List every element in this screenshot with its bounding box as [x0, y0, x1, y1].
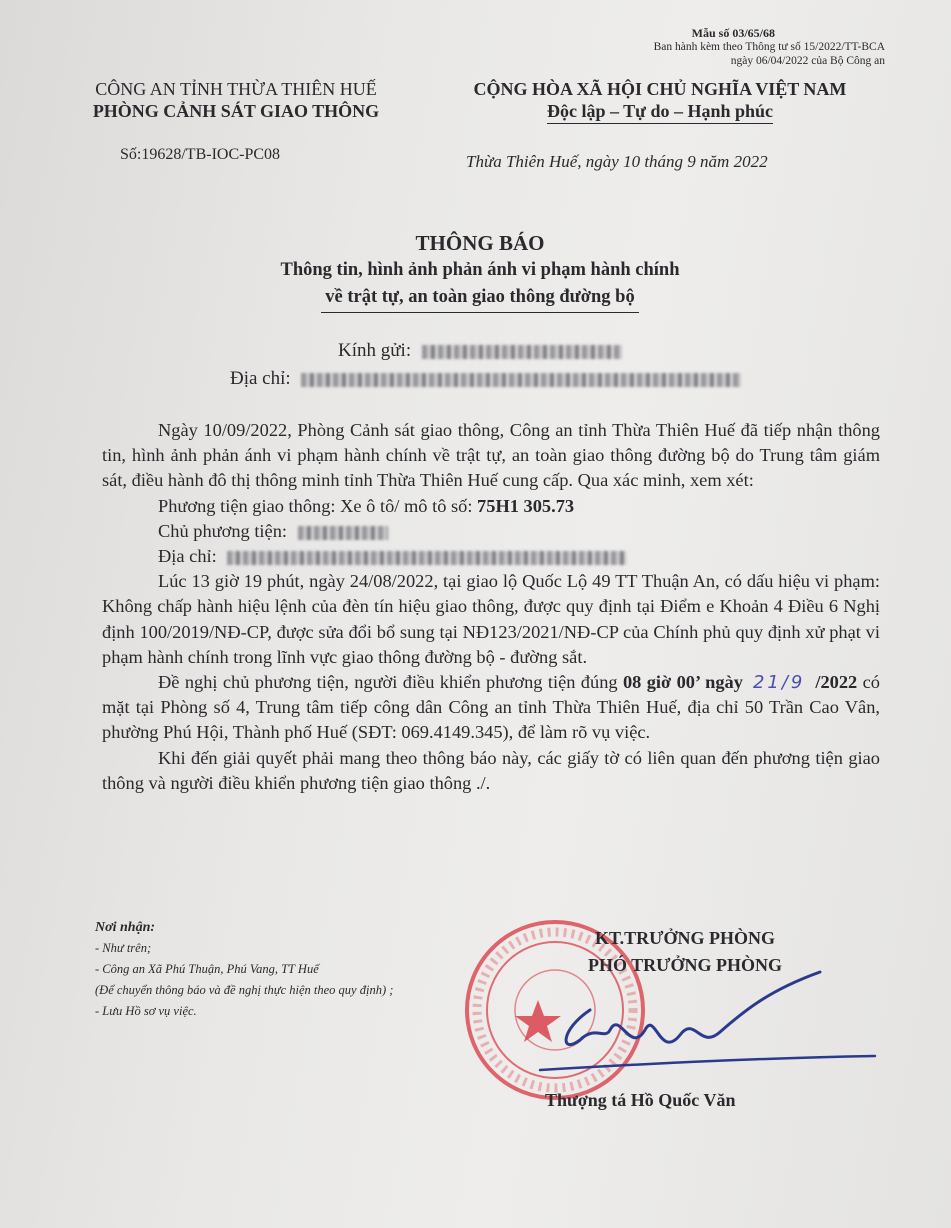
- issuing-agency: [56, 78, 416, 122]
- vehicle-line: [102, 494, 880, 519]
- form-code: Mẫu số 03/65/68: [691, 26, 775, 40]
- recipient-address-label: Địa chỉ:: [230, 368, 291, 389]
- receiver-item: (Để chuyển thông báo và đề nghị thực hiện theo quy định) ;: [95, 983, 394, 997]
- request-time: 08 giờ 00’ ngày: [622, 672, 743, 693]
- receivers-head: Nơi nhận:: [95, 920, 156, 935]
- document-number: Số:19628/TB-IOC-PC08: [120, 146, 281, 163]
- recipient-block: [230, 337, 741, 393]
- form-issued-date: ngày 06/04/2022 của Bộ Công an: [730, 55, 885, 67]
- request-start: Đề nghị chủ phương tiện, người điều khiển phương tiện đúng: [158, 672, 623, 693]
- agency-parent: CÔNG AN TỈNH THỪA THIÊN HUẾ: [95, 79, 377, 99]
- document-title: THÔNG BÁO: [415, 231, 545, 255]
- owner-address-line: [102, 544, 880, 569]
- document-date: Thừa Thiên Huế, ngày 10 tháng 9 năm 2022: [466, 152, 768, 171]
- title-line-1: Thông tin, hình ảnh phản ánh vi phạm hành chính: [280, 260, 680, 280]
- signer-name: Thượng tá Hồ Quốc Văn: [545, 1090, 736, 1110]
- redacted-recipient-name: [422, 345, 622, 359]
- body-paragraph-intro: Ngày 10/09/2022, Phòng Cảnh sát giao thông, Công an tỉnh Thừa Thiên Huế đã tiếp nhận thông tin, hình ảnh phản ánh vi phạm hành chính về trật tự, an toàn giao thông đường bộ do Trung tâm giám sát, điều hành đô thị thông minh tỉnh Thừa Thiên Huế cung cấp. Qua xác minh, xem xét:: [102, 420, 880, 491]
- receivers-block: [95, 917, 475, 1022]
- handwritten-signature: [520, 960, 880, 1080]
- form-code-block: [505, 26, 885, 68]
- body-paragraph-violation: Lúc 13 giờ 19 phút, ngày 24/08/2022, tại giao lộ Quốc Lộ 49 TT Thuận An, có dấu hiệu vi phạm: Không chấp hành hiệu lệnh của đèn tín hiệu giao thông, được quy định tại Điểm e Khoản 4 Điều 6 Nghị định 100/2019/NĐ-CP, được sửa đổi bổ sung tại NĐ123/2021/NĐ-CP của Chính phủ quy định xử phạt vi phạm hành chính trong lĩnh vực giao thông đường bộ - đường sắt.: [102, 571, 880, 667]
- redacted-owner-address: [227, 551, 627, 565]
- body-paragraph-request: [102, 670, 880, 746]
- signature-line-1: KT.TRƯỞNG PHÒNG: [595, 928, 775, 948]
- national-header: [425, 78, 895, 124]
- owner-address-label: Địa chỉ:: [158, 546, 217, 567]
- owner-line: [102, 519, 880, 544]
- nation-motto: Độc lập – Tự do – Hạnh phúc: [547, 100, 773, 124]
- vehicle-label: Phương tiện giao thông: Xe ô tô/ mô tô số:: [158, 495, 478, 516]
- redacted-recipient-address: [301, 373, 741, 387]
- signature-line-2: PHÓ TRƯỞNG PHÒNG: [587, 955, 782, 975]
- notice-body: [102, 418, 880, 796]
- receiver-item: - Công an Xã Phú Thuận, Phú Vang, TT Huế: [95, 962, 319, 976]
- request-year: /2022: [815, 672, 858, 693]
- receiver-item: - Lưu Hồ sơ vụ việc.: [95, 1004, 197, 1018]
- owner-label: Chủ phương tiện:: [158, 520, 288, 541]
- vehicle-plate: 75H1 305.73: [477, 495, 575, 516]
- handwritten-date: 21/9: [752, 672, 806, 694]
- redacted-owner-name: [298, 526, 388, 540]
- nation-name: CỘNG HÒA XÃ HỘI CHỦ NGHĨA VIỆT NAM: [473, 79, 847, 99]
- receiver-item: - Như trên;: [95, 941, 152, 955]
- document-title-block: [130, 230, 830, 313]
- body-paragraph-closing: Khi đến giải quyết phải mang theo thông báo này, các giấy tờ có liên quan đến phương tiện giao thông và người điều khiển phương tiện giao thông ./.: [102, 747, 880, 793]
- agency-department: PHÒNG CẢNH SÁT GIAO THÔNG: [92, 101, 380, 121]
- recipient-to-label: Kính gửi:: [338, 340, 412, 361]
- request-rest: có mặt tại Phòng số 4, Trung tâm tiếp công dân Công an tỉnh Thừa Thiên Huế, địa chỉ 50 Trần Cao Vân, phường Phú Hội, Thành phố Huế (SĐT: 069.4149.345), để làm rõ vụ việc.: [102, 672, 880, 743]
- form-issued-with: Ban hành kèm theo Thông tư số 15/2022/TT-BCA: [653, 41, 885, 53]
- title-line-2: về trật tự, an toàn giao thông đường bộ: [321, 284, 638, 313]
